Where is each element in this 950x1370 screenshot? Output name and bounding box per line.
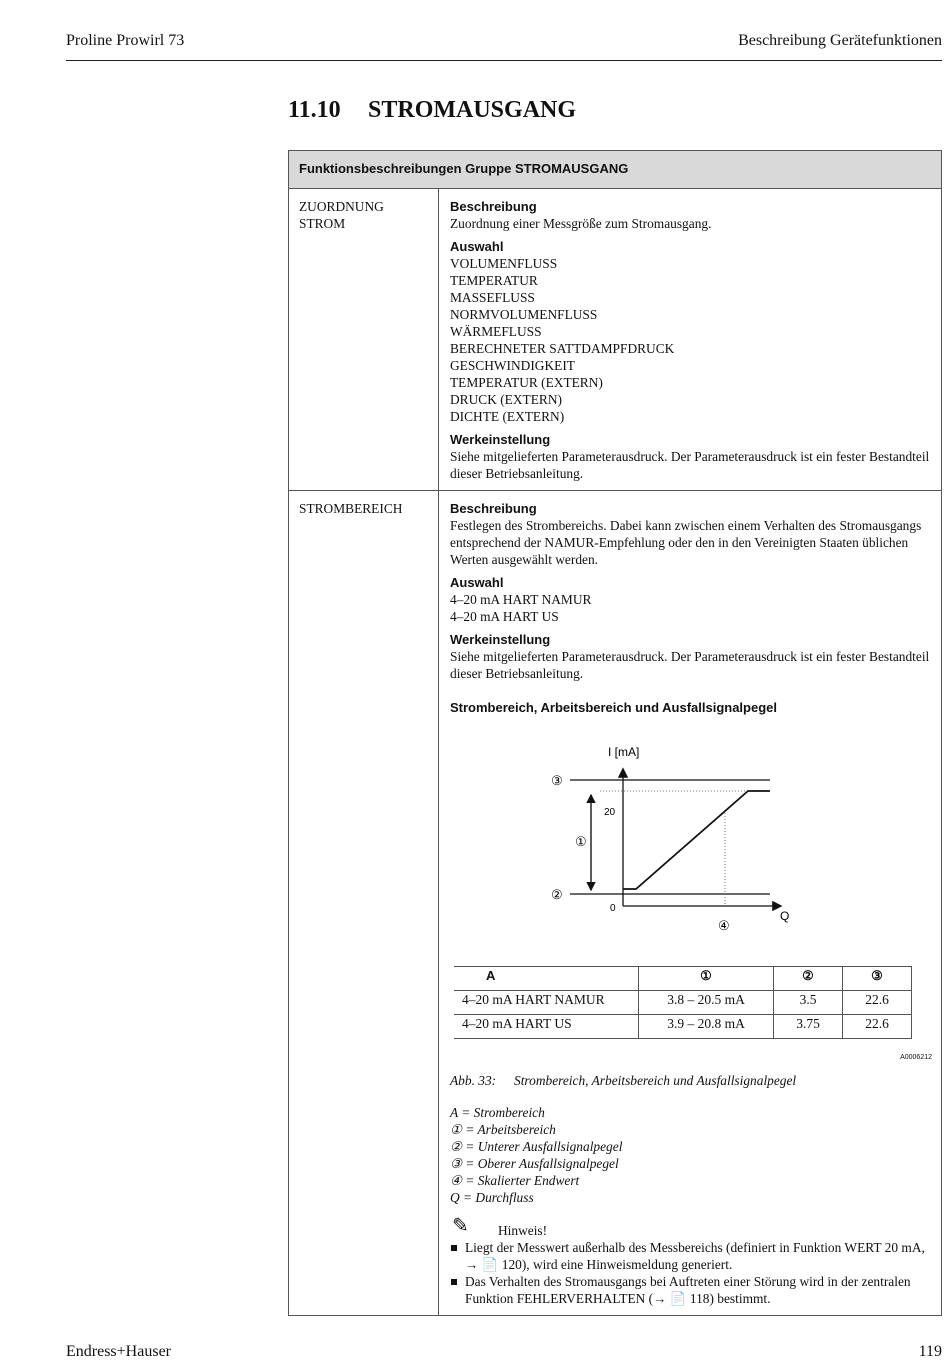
tick-20: 20	[604, 807, 616, 818]
choice-list	[450, 255, 930, 425]
header-product: Proline Prowirl 73	[66, 32, 185, 49]
table-cell: 4–20 mA HART US	[454, 1015, 639, 1039]
default-label: Werkeinstellung	[450, 632, 551, 647]
column-header: ③	[843, 967, 912, 991]
choice-label: Auswahl	[450, 239, 504, 254]
legend-item: ③ = Oberer Ausfallsignalpegel	[450, 1156, 619, 1171]
figure-caption	[450, 1072, 930, 1089]
table-row	[289, 189, 942, 491]
table-cell: 3.5	[774, 991, 843, 1015]
table-cell: 3.8 – 20.5 mA	[639, 991, 774, 1015]
marker-3: ③	[551, 773, 563, 788]
function-description	[439, 491, 942, 1316]
choice-item: DRUCK (EXTERN)	[450, 392, 562, 407]
note-bullet: Liegt der Messwert außerhalb des Messbereichs (definiert in Funktion WERT 20 mA, → 📄 120), wird eine Hinweismeldung generiert.	[450, 1239, 930, 1273]
table-cell: 22.6	[843, 1015, 912, 1039]
default-text: Siehe mitgelieferten Parameterausdruck. Der Parameterausdruck ist ein fester Bestandteil dieser Betriebsanleitung.	[450, 449, 930, 481]
pencil-icon: ✎	[452, 1215, 469, 1237]
function-name: ZUORDNUNG STROM	[289, 189, 439, 491]
choice-item: 4–20 mA HART US	[450, 609, 559, 624]
choice-item: GESCHWINDIGKEIT	[450, 358, 575, 373]
choice-item: WÄRMEFLUSS	[450, 324, 542, 339]
header-chapter: Beschreibung Gerätefunktionen	[738, 32, 942, 49]
footer-brand: Endress+Hauser	[66, 1343, 171, 1360]
choice-item: TEMPERATUR	[450, 273, 538, 288]
current-characteristic	[623, 791, 770, 889]
figure-legend	[450, 1104, 930, 1206]
table-row	[454, 1015, 912, 1039]
default-text: Siehe mitgelieferten Parameterausdruck. Der Parameterausdruck ist ein fester Bestandteil dieser Betriebsanleitung.	[450, 649, 930, 681]
table-row	[454, 991, 912, 1015]
choice-item: MASSEFLUSS	[450, 290, 535, 305]
note-bullet: Das Verhalten des Stromausgangs bei Auftreten einer Störung wird in der zentralen Funktion FEHLERVERHALTEN (→ 📄 118) bestimmt.	[450, 1273, 930, 1307]
description-text: Festlegen des Strombereichs. Dabei kann zwischen einem Verhalten des Stromausgangs entsprechend der NAMUR-Empfehlung oder den in den Vereinigten Staaten üblichen Werten ausgewählt werden.	[450, 518, 922, 567]
page-number: 119	[918, 1343, 942, 1360]
legend-item: ② = Unterer Ausfallsignalpegel	[450, 1139, 623, 1154]
choice-list	[450, 591, 930, 625]
figure-id: A0006212	[900, 1054, 932, 1061]
choice-item: VOLUMENFLUSS	[450, 256, 558, 271]
diagram-svg	[450, 726, 930, 966]
description-label: Beschreibung	[450, 501, 537, 516]
range-table-header	[454, 967, 912, 991]
function-description	[439, 189, 942, 491]
section-number: 11.10	[288, 97, 341, 123]
description-label: Beschreibung	[450, 199, 537, 214]
range-table	[454, 966, 912, 1039]
section-name: STROMAUSGANG	[368, 97, 577, 123]
legend-item: ① = Arbeitsbereich	[450, 1122, 556, 1137]
marker-2: ②	[551, 887, 563, 902]
default-label: Werkeinstellung	[450, 432, 551, 447]
choice-item: BERECHNETER SATTDAMPFDRUCK	[450, 341, 675, 356]
legend-item: ④ = Skalierter Endwert	[450, 1173, 580, 1188]
legend-item: Q = Durchfluss	[450, 1190, 534, 1205]
section-title	[288, 97, 576, 124]
table-cell: 3.9 – 20.8 mA	[639, 1015, 774, 1039]
figure-heading: Strombereich, Arbeitsbereich und Ausfallsignalpegel	[450, 700, 777, 715]
y-axis-label: I [mA]	[608, 745, 640, 759]
caption-text: Strombereich, Arbeitsbereich und Ausfallsignalpegel	[514, 1073, 797, 1088]
x-axis-label: Q	[780, 909, 790, 923]
column-header: ②	[774, 967, 843, 991]
note-title: Hinweis!	[498, 1223, 548, 1238]
choice-item: DICHTE (EXTERN)	[450, 409, 565, 424]
marker-4: ④	[718, 918, 730, 933]
choice-item: 4–20 mA HART NAMUR	[450, 592, 592, 607]
group-header: Funktionsbeschreibungen Gruppe STROMAUSGANG	[289, 151, 942, 189]
caption-number: Abb. 33:	[450, 1073, 497, 1088]
choice-label: Auswahl	[450, 575, 504, 590]
choice-item: TEMPERATUR (EXTERN)	[450, 375, 603, 390]
table-row	[289, 491, 942, 1316]
note-title-row	[450, 1215, 930, 1239]
function-name: STROMBEREICH	[289, 491, 439, 1316]
table-cell: 22.6	[843, 991, 912, 1015]
table-cell: 3.75	[774, 1015, 843, 1039]
column-header: ①	[639, 967, 774, 991]
table-cell: 4–20 mA HART NAMUR	[454, 991, 639, 1015]
header-rule	[66, 60, 942, 61]
function-table	[288, 150, 942, 1316]
note-block	[450, 1215, 930, 1307]
current-range-diagram	[450, 726, 930, 966]
choice-item: NORMVOLUMENFLUSS	[450, 307, 598, 322]
marker-1: ①	[575, 834, 587, 849]
column-header: A	[454, 967, 639, 991]
legend-item: A = Strombereich	[450, 1105, 545, 1120]
tick-0: 0	[610, 903, 616, 914]
description-text: Zuordnung einer Messgröße zum Stromausgang.	[450, 216, 712, 231]
